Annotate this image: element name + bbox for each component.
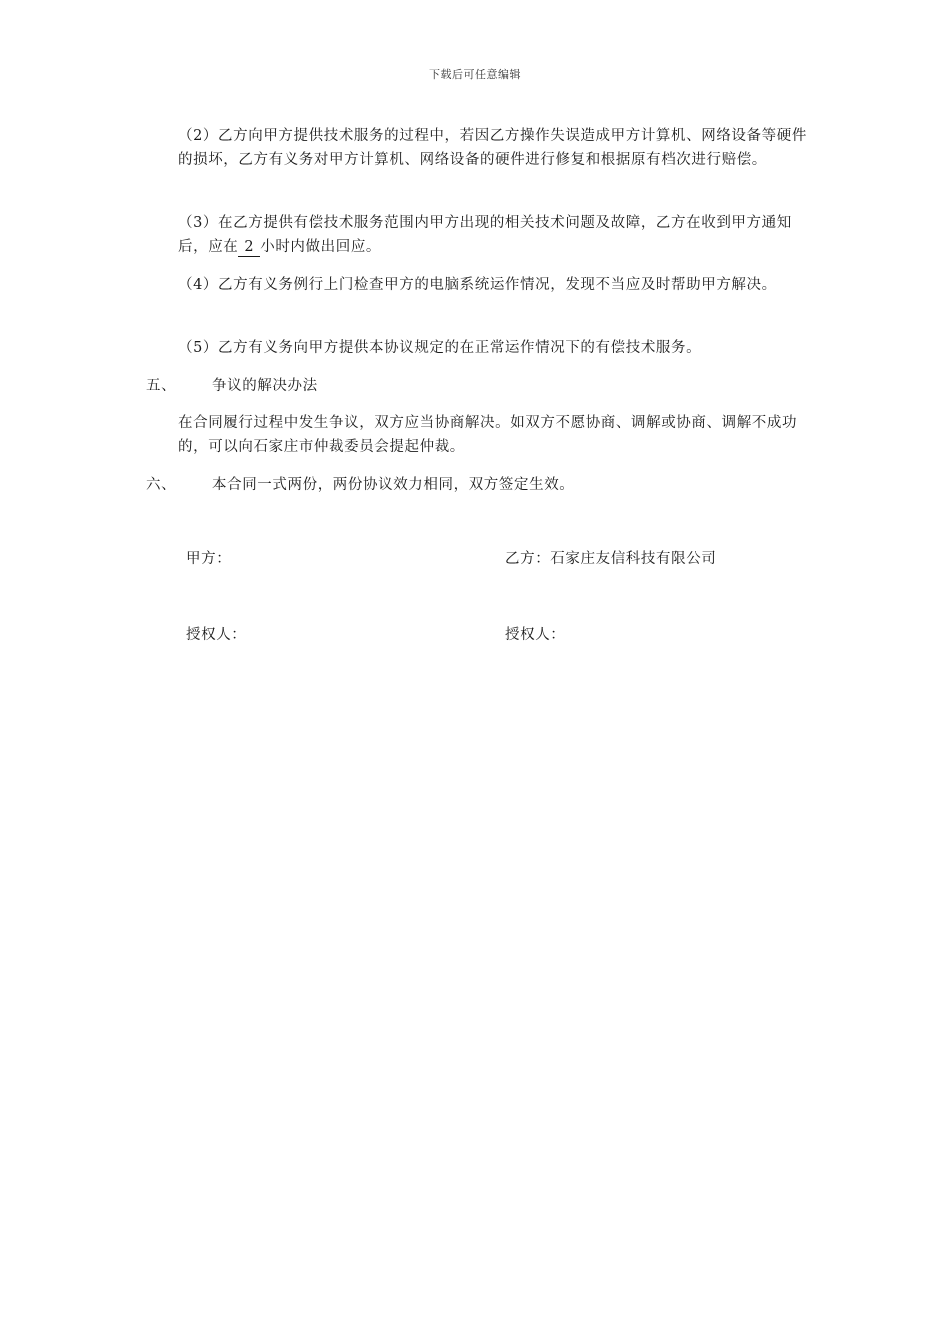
page-header: 下载后可任意编辑 [429,68,521,81]
clause-3-text-after: 小时内做出回应。 [260,239,382,255]
clause-3-text-before: （3）在乙方提供有偿技术服务范围内甲方出现的相关技术问题及故障，乙方在收到甲方通知后，应在 [178,215,792,255]
authorized-person-a-label: 授权人： [186,627,247,643]
clause-3 [178,211,808,259]
section-6-number: 六、 [146,477,177,493]
section-6-heading [146,473,574,497]
party-b-label: 乙方：石家庄友信科技有限公司 [505,551,717,567]
clause-4: （4）乙方有义务例行上门检查甲方的电脑系统运作情况，发现不当应及时帮助甲方解决。 [178,277,777,293]
section-5-body: 在合同履行过程中发生争议，双方应当协商解决。如双方不愿协商、调解或协商、调解不成功的，可以向石家庄市仲裁委员会提起仲裁。 [178,415,798,455]
section-6-text: 本合同一式两份，两份协议效力相同，双方签定生效。 [212,477,575,493]
response-hours-blank: 2 [238,238,260,257]
section-5-number: 五、 [146,378,177,394]
clause-2: （2）乙方向甲方提供技术服务的过程中，若因乙方操作失误造成甲方计算机、网络设备等硬件的损坏，乙方有义务对甲方计算机、网络设备的硬件进行修复和根据原有档次进行赔偿。 [178,128,807,168]
authorized-person-b-label: 授权人： [505,627,566,643]
clause-5: （5）乙方有义务向甲方提供本协议规定的在正常运作情况下的有偿技术服务。 [178,340,702,356]
section-5-heading [146,374,318,398]
section-5-title: 争议的解决办法 [212,378,318,394]
party-a-label: 甲方： [186,551,232,567]
